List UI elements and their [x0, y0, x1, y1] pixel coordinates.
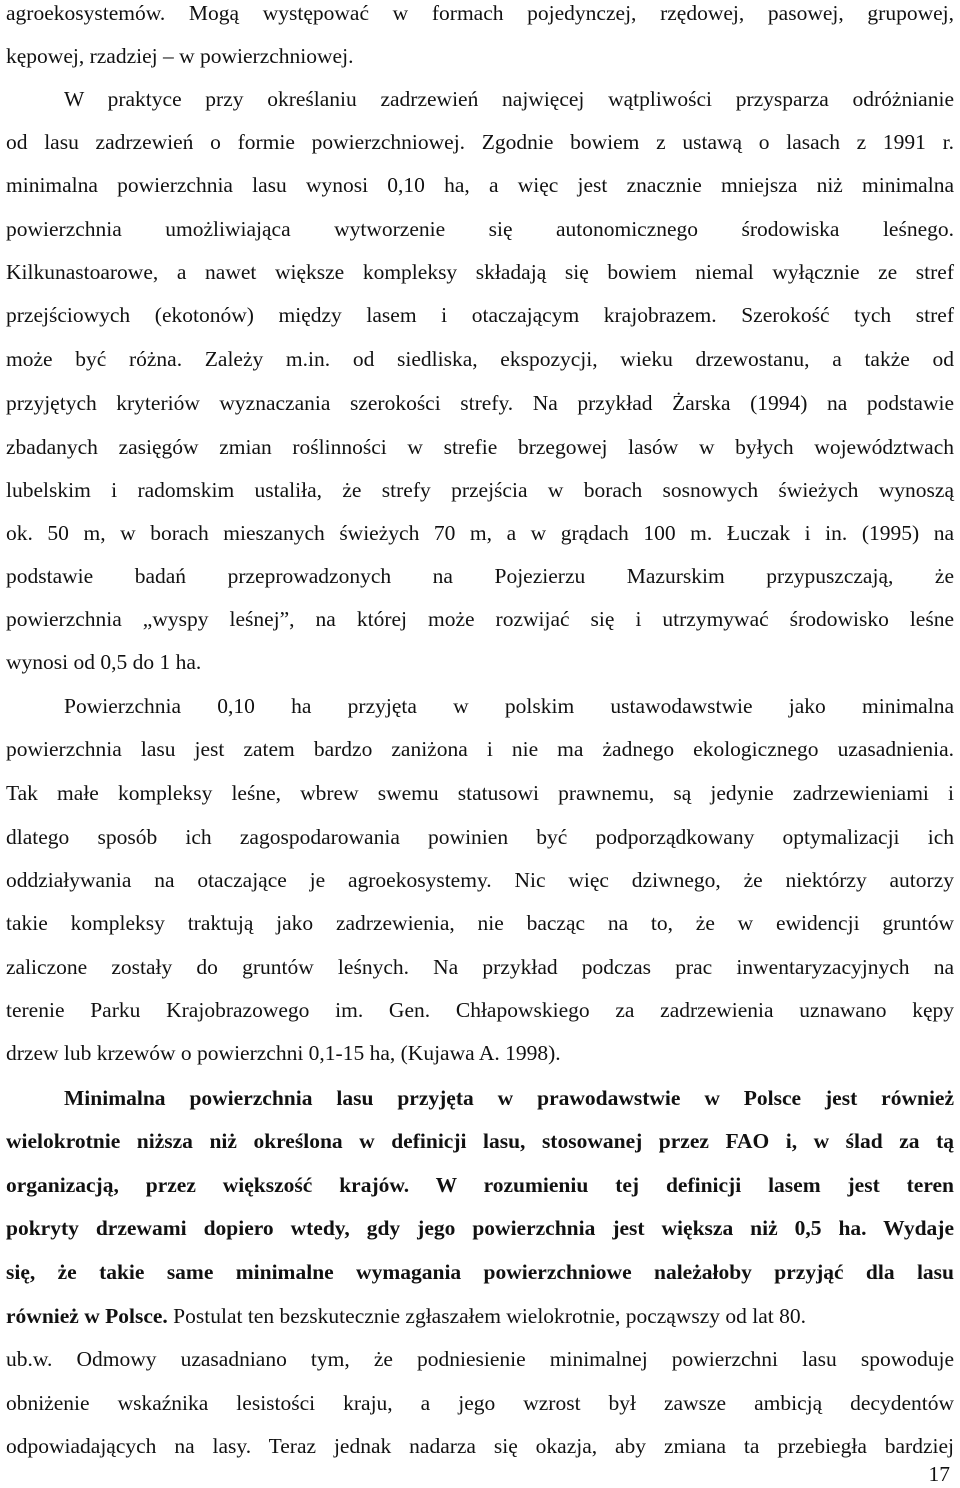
text-line: od lasu zadrzewień o formie powierzchniowej. Zgodnie bowiem z ustawą o lasach z 1991 r. [6, 130, 954, 154]
text-line: Kilkunastoarowe, a nawet większe kompleksy składają się bowiem niemal wyłącznie ze stref [6, 260, 954, 284]
bold-text-line: pokryty drzewami dopiero wtedy, gdy jego powierzchnia jest większa niż 0,5 ha. Wydaje [6, 1216, 954, 1240]
text-line: ok. 50 m, w borach mieszanych świeżych 70 m, a w grądach 100 m. Łuczak i in. (1995) na [6, 521, 954, 545]
text-line: dlatego sposób ich zagospodarowania powinien być podporządkowany optymalizacji ich [6, 825, 954, 849]
text-line: może być różna. Zależy m.in. od siedliska, ekspozycji, wieku drzewostanu, a także od [6, 347, 954, 371]
text-line: przyjętych kryteriów wyznaczania szerokości strefy. Na przykład Żarska (1994) na podstawie [6, 391, 954, 415]
text-line: minimalna powierzchnia lasu wynosi 0,10 ha, a więc jest znacznie mniejsza niż minimalna [6, 173, 954, 197]
text-line: ub.w. Odmowy uzasadniano tym, że podniesienie minimalnej powierzchni lasu spowoduje [6, 1347, 954, 1371]
text-line: Powierzchnia 0,10 ha przyjęta w polskim ustawodawstwie jako minimalna [64, 694, 954, 718]
text-line: Tak małe kompleksy leśne, wbrew swemu statusowi prawnemu, są jedynie zadrzewieniami i [6, 781, 954, 805]
bold-text-line: organizacją, przez większość krajów. W rozumieniu tej definicji lasem jest teren [6, 1173, 954, 1197]
text-line: zaliczone zostały do gruntów leśnych. Na przykład podczas prac inwentaryzacyjnych na [6, 955, 954, 979]
text-line: zbadanych zasięgów zmian roślinności w strefie brzegowej lasów w byłych województwach [6, 435, 954, 459]
text-line: przejściowych (ekotonów) między lasem i otaczającym krajobrazem. Szerokość tych stref [6, 303, 954, 327]
bold-text-segment: również w Polsce. [6, 1304, 168, 1328]
text-line: powierzchnia „wyspy leśnej”, na której może rozwijać się i utrzymywać środowisko leśne [6, 607, 954, 631]
bold-text-line: wielokrotnie niższa niż określona w definicji lasu, stosowanej przez FAO i, w ślad za tą [6, 1129, 954, 1153]
document-page [6, 0, 954, 1488]
bold-text-line: Minimalna powierzchnia lasu przyjęta w prawodawstwie w Polsce jest również [64, 1086, 954, 1110]
bold-text-line: się, że takie same minimalne wymagania powierzchniowe należałoby przyjąć dla lasu [6, 1260, 954, 1284]
text-line: kępowej, rzadziej – w powierzchniowej. [6, 44, 354, 68]
text-segment: Postulat ten bezskutecznie zgłaszałem wielokrotnie, począwszy od lat 80. [167, 1304, 807, 1328]
text-line: powierzchnia umożliwiająca wytworzenie się autonomicznego środowiska leśnego. [6, 217, 954, 241]
text-line: podstawie badań przeprowadzonych na Pojezierzu Mazurskim przypuszczają, że [6, 564, 954, 588]
text-line: agroekosystemów. Mogą występować w formach pojedynczej, rzędowej, pasowej, grupowej, [6, 1, 954, 25]
text-line: odpowiadających na lasy. Teraz jednak nadarza się okazja, aby zmiana ta przebiegła bardziej [6, 1434, 954, 1458]
text-line: terenie Parku Krajobrazowego im. Gen. Chłapowskiego za zadrzewienia uznawano kępy [6, 998, 954, 1022]
text-line: lubelskim i radomskim ustaliła, że strefy przejścia w borach sosnowych świeżych wynoszą [6, 478, 954, 502]
text-line: takie kompleksy traktują jako zadrzewienia, nie bacząc na to, że w ewidencji gruntów [6, 911, 954, 935]
mixed-text-line [6, 1299, 954, 1333]
text-line: wynosi od 0,5 do 1 ha. [6, 650, 202, 674]
page-number: 17 [928, 1462, 950, 1486]
text-line: obniżenie wskaźnika lesistości kraju, a jego wzrost był zawsze ambicją decydentów [6, 1391, 954, 1415]
text-line: drzew lub krzewów o powierzchni 0,1-15 ha, (Kujawa A. 1998). [6, 1041, 561, 1065]
text-line: W praktyce przy określaniu zadrzewień najwięcej wątpliwości przysparza odróżnianie [64, 87, 954, 111]
text-line: powierzchnia lasu jest zatem bardzo zaniżona i nie ma żadnego ekologicznego uzasadnienia. [6, 737, 954, 761]
text-line: oddziaływania na otaczające je agroekosystemy. Nic więc dziwnego, że niektórzy autorzy [6, 868, 954, 892]
